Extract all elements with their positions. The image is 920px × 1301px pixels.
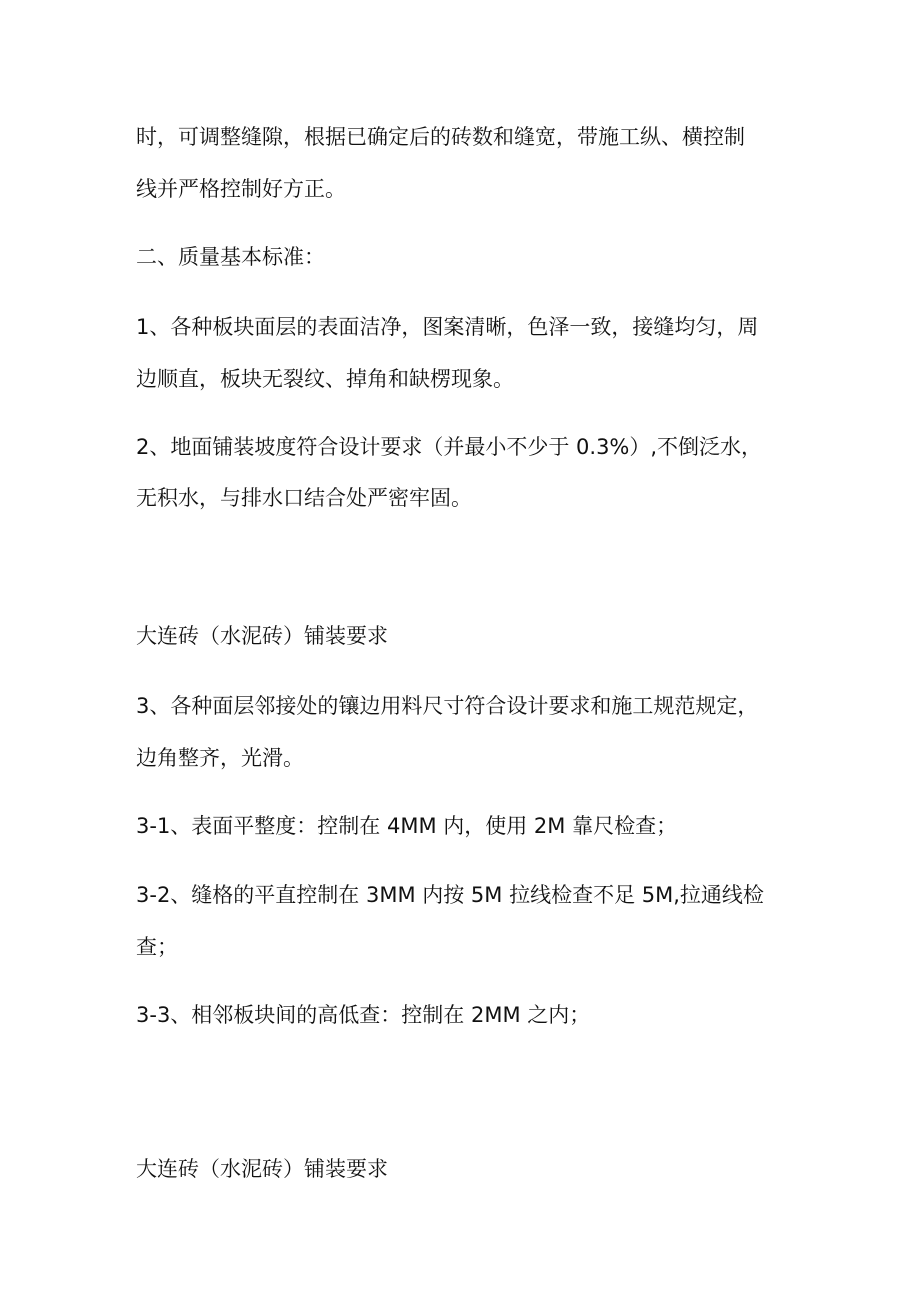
text-line: 3-2、缝格的平直控制在 3MM 内按 5M 拉线检查不足 5M,拉通线检 xyxy=(136,883,764,907)
text-line: 1、各种板块面层的表面洁净，图案清晰，色泽一致，接缝均匀，周 xyxy=(136,315,759,339)
text-line: 查； xyxy=(136,935,178,959)
text-line: 无积水，与排水口结合处严密牢固。 xyxy=(136,486,472,510)
section-heading: 大连砖（水泥砖）铺装要求 xyxy=(136,1157,388,1181)
text-line: 2、地面铺装坡度符合设计要求（并最小不少于 0.3%）,不倒泛水， xyxy=(136,435,763,459)
section-heading: 二、质量基本标准： xyxy=(136,245,325,269)
text-line: 边角整齐，光滑。 xyxy=(136,746,304,770)
text-line: 时，可调整缝隙，根据已确定后的砖数和缝宽，带施工纵、横控制 xyxy=(136,125,745,149)
text-line: 3-3、相邻板块间的高低查：控制在 2MM 之内； xyxy=(136,1003,591,1027)
text-line: 3-1、表面平整度：控制在 4MM 内，使用 2M 靠尺检查； xyxy=(136,814,678,838)
text-line: 3、各种面层邻接处的镶边用料尺寸符合设计要求和施工规范规定， xyxy=(136,694,759,718)
text-line: 边顺直，板块无裂纹、掉角和缺楞现象。 xyxy=(136,367,514,391)
text-line: 线并严格控制好方正。 xyxy=(136,177,346,201)
section-heading: 大连砖（水泥砖）铺装要求 xyxy=(136,624,388,648)
